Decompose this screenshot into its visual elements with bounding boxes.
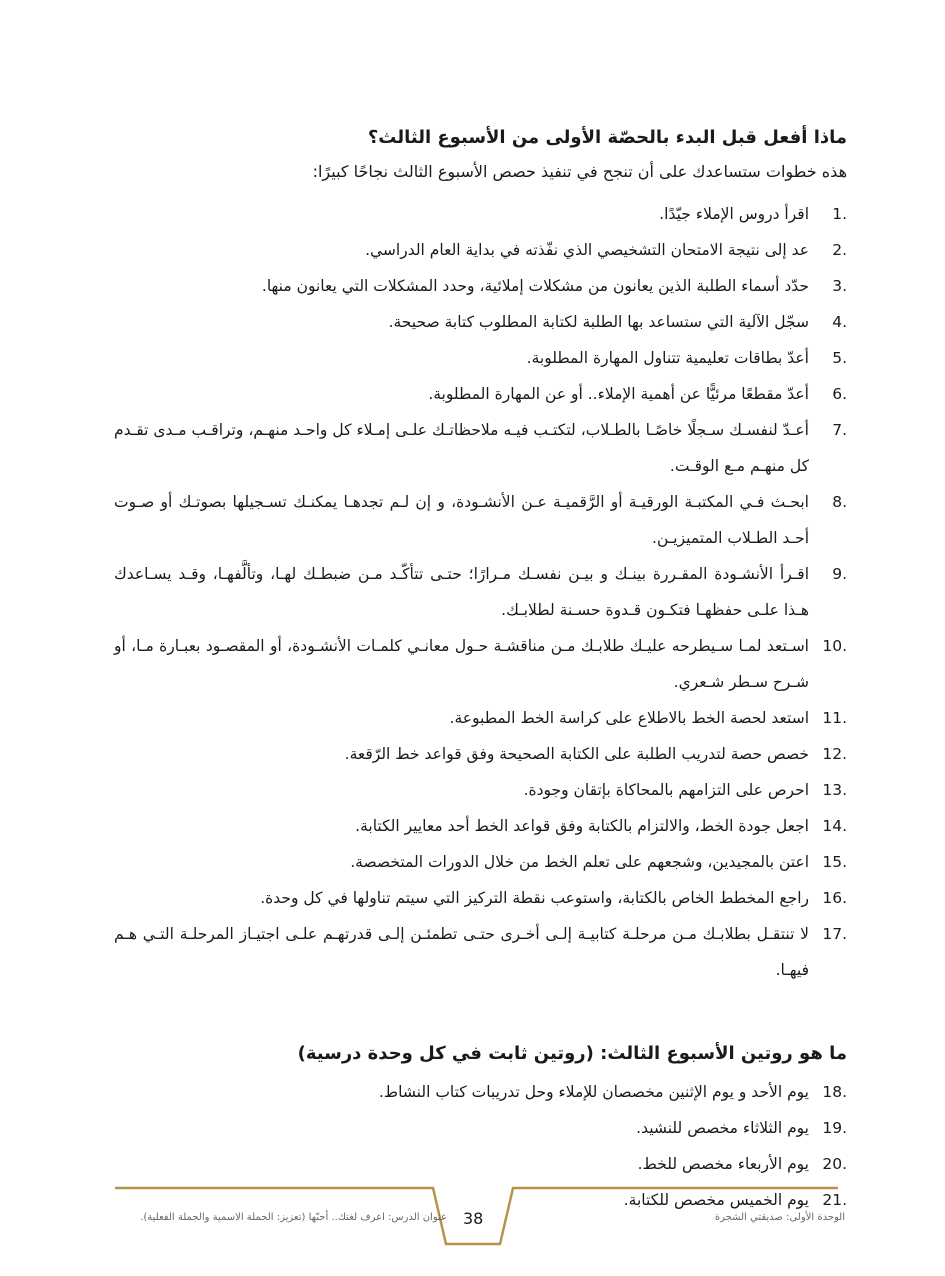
- list-item-text: يوم الثلاثاء مخصص للنشيد.: [636, 1119, 809, 1137]
- page-number: 38: [463, 1209, 484, 1228]
- list-item-number: 21.: [822, 1191, 847, 1209]
- list-item-text: راجع المخطط الخاص بالكتابة، واستوعب نقطة التركيز التي سيتم تناولها في كل وحدة.: [260, 889, 809, 907]
- list-item-number: 12.: [822, 745, 847, 763]
- list-item-number: 17.: [822, 925, 847, 943]
- list-item-text: احرص على التزامهم بالمحاكاة بإتقان وجودة.: [523, 781, 809, 799]
- list-item-number: 14.: [822, 817, 847, 835]
- list-item-text: اقـرأ الأنشـودة المقـررة بينـك و بيـن نفسـك مـرارًا؛ حتـى تتأكّـد مـن ضبطـك لهـا، وتألَّفهـا، وقـد يسـاعدك هـذا علـى حفظهـا فتكـون قـدوة حسـنة لطلابـك.: [114, 565, 809, 619]
- list-item-number: 3.: [832, 277, 847, 295]
- list-item-number: 7.: [832, 421, 847, 439]
- list-item-text: يوم الأربعاء مخصص للخط.: [637, 1155, 809, 1173]
- list-item-text: استعد لحصة الخط بالاطلاع على كراسة الخط المطبوعة.: [449, 709, 809, 727]
- list-item-text: أعدّ مقطعًا مرئيًّا عن أهمية الإملاء.. أو عن المهارة المطلوبة.: [428, 385, 809, 403]
- list-item-text: اعتن بالمجيدين، وشجعهم على تعلم الخط من خلال الدورات المتخصصة.: [350, 853, 809, 871]
- list-item-text: سجّل الآلية التي ستساعد بها الطلبة لكتابة المطلوب كتابة صحيحة.: [388, 313, 809, 331]
- list-item-number: 18.: [822, 1083, 847, 1101]
- list-item-text: اجعل جودة الخط، والالتزام بالكتابة وفق قواعد الخط أحد معايير الكتابة.: [355, 817, 809, 835]
- list-item-text: أعدّ بطاقات تعليمية تتناول المهارة المطلوبة.: [526, 349, 809, 367]
- list-item-text: لا تنتقـل بطلابـك مـن مرحلـة كتابيـة إلـى أخـرى حتـى تطمئـن إلـى قدرتهـم علـى اجتيـاز المرحلـة التـي هـم فيهـا.: [114, 925, 809, 979]
- list-item-text: يوم الأحد و يوم الإثنين مخصصان للإملاء وحل تدريبات كتاب النشاط.: [378, 1083, 809, 1101]
- list-item-number: 1.: [832, 205, 847, 223]
- list-item-number: 13.: [822, 781, 847, 799]
- list-item-number: 16.: [822, 889, 847, 907]
- list-item-number: 5.: [832, 349, 847, 367]
- list-item-number: 2.: [832, 241, 847, 259]
- list-item-text: ابحـث فـي المكتبـة الورقيـة أو الرَّقميـة عـن الأنشـودة، و إن لـم تجدهـا يمكنـك تسـجيلها بصوتـك أو صـوت أحـد الطـلاب المتميزيـن.: [114, 493, 809, 547]
- list-item-number: 4.: [832, 313, 847, 331]
- list-item-text: يوم الخميس مخصص للكتابة.: [623, 1191, 809, 1209]
- list-item-number: 11.: [822, 709, 847, 727]
- list-item-text: أعـدّ لنفسـك سـجلًا خاصًـا بالطـلاب، لتكتـب فيـه ملاحظاتـك علـى إمـلاء كل واحـد منهـم، وتراقـب مـدى تقـدم كل منهـم مـع الوقـت.: [114, 421, 809, 475]
- intro-paragraph: هذه خطوات ستساعدك على أن تنجح في تنفيذ حصص الأسبوع الثالث نجاحًا كبيرًا:: [312, 162, 847, 181]
- list-item-text: عد إلى نتيجة الامتحان التشخيصي الذي نفّذته في بداية العام الدراسي.: [365, 241, 809, 259]
- list-item-number: 15.: [822, 853, 847, 871]
- section-title-before-first-lesson: ماذا أفعل قبل البدء بالحصّة الأولى من الأسبوع الثالث؟: [367, 127, 847, 148]
- footer-unit-title: الوحدة الأولى: صديقتي الشجرة: [714, 1212, 845, 1223]
- list-item-number: 19.: [822, 1119, 847, 1137]
- list-item-number: 20.: [822, 1155, 847, 1173]
- list-item-text: خصص حصة لتدريب الطلبة على الكتابة الصحيحة وفق قواعد خط الرّقعة.: [344, 745, 809, 763]
- footer-lesson-title: عنوان الدرس: اعرف لغتك.. أحبّها (تعزيز: الجملة الاسمية والجملة الفعلية).: [140, 1212, 447, 1223]
- list-item-number: 9.: [832, 565, 847, 583]
- list-item-number: 10.: [822, 637, 847, 655]
- list-item-text: اسـتعد لمـا سـيطرحه عليـك طلابـك مـن مناقشـة حـول معانـي كلمـات الأنشـودة، أو المقصـود بعبـارة مـا، أو شـرح سـطر شـعري.: [114, 637, 809, 691]
- list-item-text: اقرأ دروس الإملاء جيّدًا.: [659, 205, 809, 223]
- list-item-text: حدّد أسماء الطلبة الذين يعانون من مشكلات إملائية، وحدد المشكلات التي يعانون منها.: [261, 277, 809, 295]
- section-title-weekly-routine: ما هو روتين الأسبوع الثالث: (روتين ثابت في كل وحدة درسية): [297, 1043, 847, 1064]
- list-item-number: 8.: [832, 493, 847, 511]
- list-item-number: 6.: [832, 385, 847, 403]
